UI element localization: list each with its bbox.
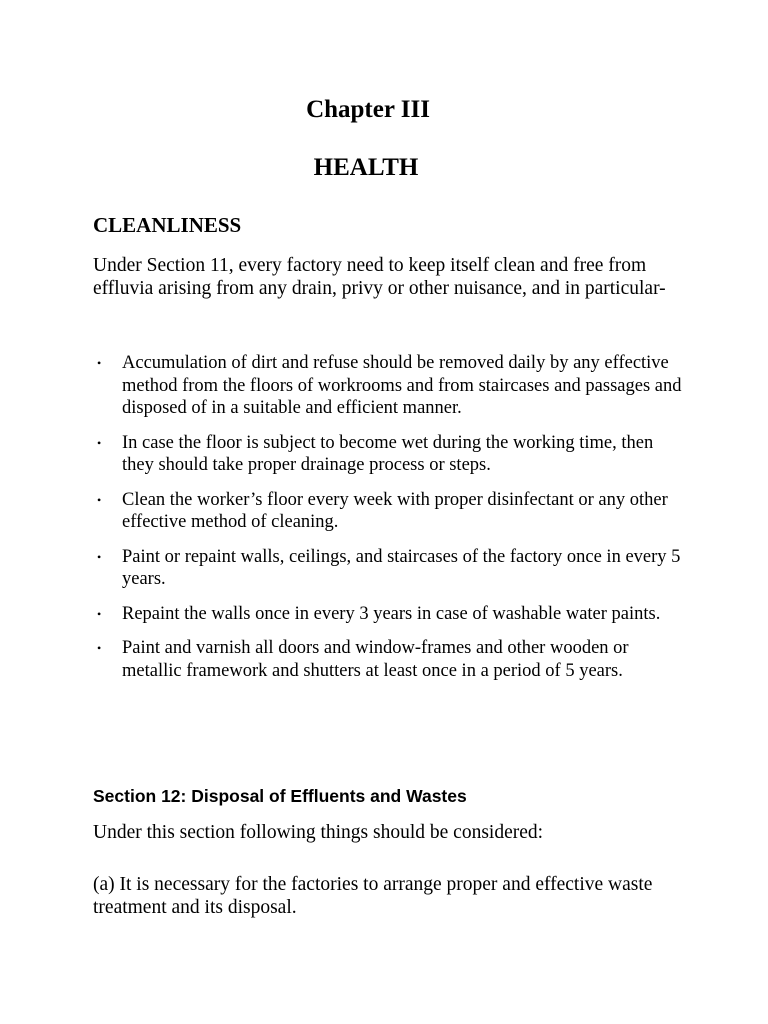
section-12-item-a: (a) It is necessary for the factories to arrange proper and effective waste treatment and its disposal. [93,874,653,918]
cleanliness-intro: Under Section 11, every factory need to keep itself clean and free from effluvia arising from any drain, privy or other nuisance, and in particular- [93,255,666,299]
section-12-heading: Section 12: Disposal of Effluents and Wastes [93,786,467,806]
bullet-icon: • [97,606,102,621]
list-item [0,489,682,534]
bullet-icon: • [97,549,102,564]
list-item-text: Repaint the walls once in every 3 years in case of washable water paints. [122,603,661,624]
part-title: HEALTH [313,154,419,181]
bullet-icon: • [97,435,102,450]
list-item [0,637,682,682]
list-item-text: Accumulation of dirt and refuse should be removed daily by any effective method from the floors of workrooms and from staircases and passages and disposed of in a suitable and efficient manner. [122,353,682,418]
chapter-title: Chapter III [306,96,430,123]
cleanliness-list [0,352,768,694]
bullet-icon: • [97,356,102,370]
list-item-text: Paint and varnish all doors and window-frames and other wooden or metallic framework and shutters at least once in a period of 5 years. [122,638,629,681]
list-item-text: Paint or repaint walls, ceilings, and staircases of the factory once in every 5 years. [122,546,681,589]
bullet-icon: • [97,641,102,655]
list-item [0,546,682,591]
list-item [0,603,682,626]
list-item-text: Clean the worker’s floor every week with proper disinfectant or any other effective method of cleaning. [122,489,668,532]
list-item [0,432,682,477]
bullet-icon: • [97,492,102,507]
cleanliness-heading: CLEANLINESS [93,213,242,237]
list-item [0,352,682,420]
section-12-intro: Under this section following things should be considered: [93,822,544,843]
list-item-text: In case the floor is subject to become wet during the working time, then they should take proper drainage process or steps. [122,432,654,475]
